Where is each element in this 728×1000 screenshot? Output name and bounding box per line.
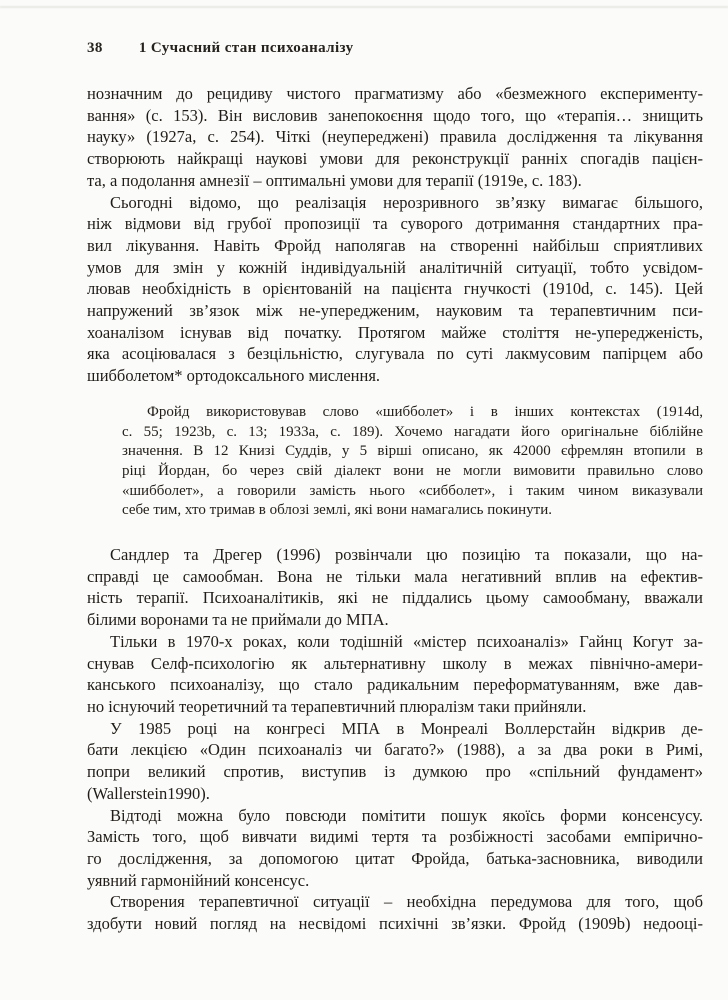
text-line: здобути новий погляд на несвідомі психічні зв’язки. Фройд (1909b) недооці- bbox=[87, 914, 703, 934]
text-line: ріці Йордан, бо через свій діалект вони не могли вимовити правильно слово bbox=[122, 462, 703, 479]
text-line: створюють найкращі наукові умови для реконструкції ранніх спогадів пацієн- bbox=[87, 149, 703, 169]
text-line: лював необхідність в орієнтованій на пацієнта гнучкості (1910d, с. 145). Цей bbox=[87, 279, 703, 299]
text-line: снував Селф-психологію як альтернативну школу в межах північно-амери- bbox=[87, 653, 703, 673]
text-line: (Wallerstein1990). bbox=[87, 783, 210, 803]
text-line: Сандлер та Дрегер (1996) розвінчали цю позицію та показали, що на- bbox=[110, 545, 703, 565]
text-line: хоаналізом існував від початку. Протягом майже століття не-упередженість, bbox=[87, 322, 703, 342]
text-line: вання» (с. 153). Він висловив занепокоєння щодо того, що «терапія… знищить bbox=[87, 105, 703, 125]
paragraph bbox=[87, 192, 703, 387]
text-line: Фройд використовував слово «шибболет» і в інших контекстах (1914d, bbox=[147, 403, 703, 420]
text-line: Сьогодні відомо, що реалізація нерозривного зв’язку вимагає більшого, bbox=[110, 192, 703, 212]
text-line: ніж відмови від грубої пропозиції та суворого дотримання стандартних пра- bbox=[87, 214, 703, 234]
text-line: яка асоціювалася з безцільністю, слугувала по суті лакмусовим папірцем або bbox=[87, 344, 703, 364]
text-line: вил лікування. Навіть Фройд наполягав на створенні найбільш сприятливих bbox=[87, 235, 703, 255]
text-line: Замість того, щоб вивчати видимі тертя та розбіжності засобами емпірично- bbox=[87, 827, 703, 847]
text-line: шибболетом* ортодоксального мислення. bbox=[87, 366, 381, 386]
text-line: науку» (1927a, с. 254). Чіткі (неупереджені) правила дослідження та лікування bbox=[87, 127, 703, 147]
text-line: канського психоаналізу, що стало радикальним переформатуванням, вже дав- bbox=[87, 675, 703, 695]
text-line: го дослідження, за допомогою цитат Фройда, батька-засновника, виводили bbox=[87, 848, 703, 868]
text-line: нозначним до рецидиву чистого прагматизму або «безмежного експерименту- bbox=[87, 84, 703, 103]
text-line: попри великий спротив, виступив із думкою про «спільний фундамент» bbox=[87, 762, 703, 782]
text-line: значення. В 12 Книзі Суддів, у 5 вірші описано, як 42000 єфремлян втопили в bbox=[122, 443, 703, 460]
text-line: справді це самообман. Вона не тільки мала негативний вплив на ефектив- bbox=[87, 566, 703, 586]
paragraph bbox=[87, 83, 703, 192]
text-line: Тільки в 1970-х роках, коли тодішній «містер психоаналіз» Гайнц Когут за- bbox=[110, 631, 703, 651]
text-line: У 1985 році на конгресі МПА в Монреалі Воллерстайн відкрив де- bbox=[110, 718, 703, 738]
text-line: уявний гармонійний консенсус. bbox=[87, 870, 310, 890]
text-line: ність терапії. Психоаналітиків, які не піддались цьому самообману, вважали bbox=[87, 588, 703, 608]
paragraph bbox=[87, 631, 703, 718]
text-line: с. 55; 1923b, с. 13; 1933a, с. 189). Хочемо нагадати його оригінальне біблійне bbox=[122, 423, 703, 440]
text-line: Створения терапевтичної ситуації – необхідна передумова для того, щоб bbox=[110, 892, 703, 912]
text-line: «шибболет», а говорили замість нього «сибболет», і таким чином виказували bbox=[122, 482, 703, 499]
paragraph bbox=[87, 805, 703, 892]
text-line: Відтоді можна було повсюди помітити пошук якоїсь форми консенсусу. bbox=[110, 805, 703, 825]
text-line: бати лекцією «Один психоаналіз чи багато?» (1988), а за два роки в Римі, bbox=[87, 740, 703, 760]
text-line: но існуючий теоретичний та терапевтичний плюралізм таки прийняли. bbox=[87, 696, 587, 716]
text-line: напружений зв’язок між не-упередженим, науковим та терапевтичним пси- bbox=[87, 301, 703, 321]
text-area bbox=[87, 83, 703, 935]
block-quote bbox=[122, 403, 703, 521]
text-line: себе тим, хто тримав в облозі землі, які вони намагались покинути. bbox=[122, 502, 552, 519]
paragraph bbox=[87, 544, 703, 631]
paragraph bbox=[87, 891, 703, 934]
text-line: умов для змін у кожній індивідуальній аналітичній ситуації, тобто усвідом- bbox=[87, 257, 703, 277]
paragraph bbox=[87, 718, 703, 805]
page-header bbox=[87, 40, 703, 57]
page-number: 38 bbox=[87, 40, 103, 56]
text-line: та, а подолання амнезії – оптимальні умови для терапії (1919e, с. 183). bbox=[87, 170, 582, 190]
running-title: 1 Сучасний стан психоаналізу bbox=[138, 40, 354, 56]
text-line: білими воронами та не приймали до МПА. bbox=[87, 610, 389, 630]
